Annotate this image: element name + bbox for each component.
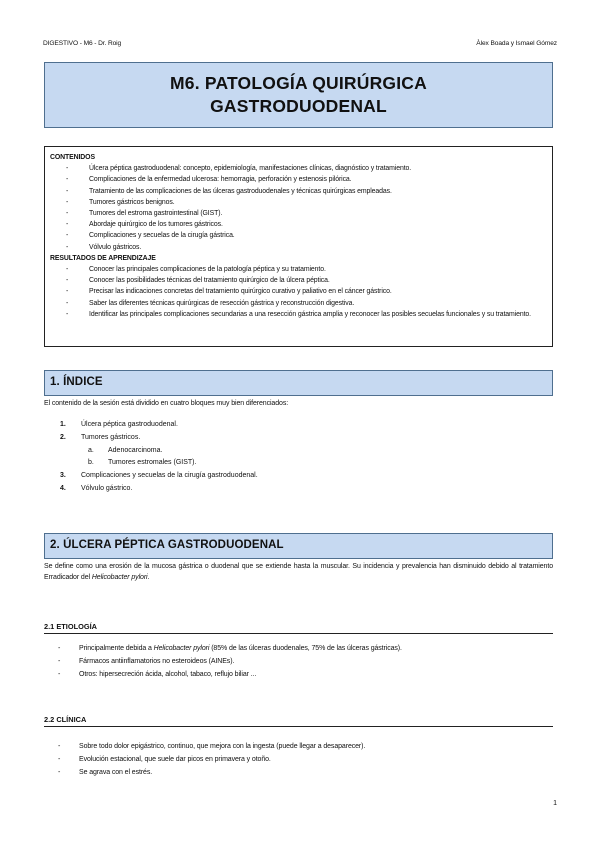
running-header-right: Àlex Boada y Ismael Gómez <box>476 40 557 47</box>
etiologia-list <box>58 642 402 682</box>
item-species: Helicobacter pylori <box>153 645 210 652</box>
contenidos-heading: CONTENIDOS <box>50 154 95 161</box>
ulcera-intro <box>44 561 553 584</box>
contents-box <box>44 146 553 347</box>
index-text: Vólvulo gástrico. <box>81 484 133 492</box>
list-item: - Complicaciones de la enfermedad ulcerosa: hemorragia, perforación y estenosis pilórica. <box>50 174 547 185</box>
page-number: 1 <box>553 800 557 807</box>
list-item: - Complicaciones y secuelas de la cirugía gástrica. <box>50 230 547 241</box>
section-heading-indice: 1. ÍNDICE <box>44 370 553 396</box>
index-item <box>60 483 258 496</box>
list-item: - Fármacos antiinflamatorios no esteroideos (AINEs). <box>58 655 402 668</box>
index-number: b. <box>88 459 94 467</box>
index-subitem <box>60 445 258 458</box>
indice-intro: El contenido de la sesión está dividido en cuatro bloques muy bien diferenciados: <box>44 400 289 407</box>
list-item: - Saber las diferentes técnicas quirúrgicas de resección gástrica y reconstrucción digestiva. <box>50 298 547 309</box>
index-item <box>60 470 258 483</box>
list-item: - Precisar las indicaciones concretas del tratamiento quirúrgico curativo y paliativo en el cáncer gástrico. <box>50 286 547 297</box>
list-item: - Identificar las principales complicaciones secundarias a una resección gástrica amplia y reconocer las posibles secuelas funcionales y su tratamiento. <box>50 309 547 320</box>
item-text: Principalmente debida a <box>79 645 154 652</box>
document-title-line1: M6. PATOLOGÍA QUIRÚRGICA <box>170 73 427 93</box>
index-number: a. <box>88 446 94 454</box>
list-item: - Evolución estacional, que suele dar picos en primavera y otoño. <box>58 753 365 766</box>
section-heading-ulcera: 2. ÚLCERA PÉPTICA GASTRODUODENAL <box>44 533 553 559</box>
index-list <box>60 419 258 496</box>
intro-text: Se define como una erosión de la mucosa gástrica o duodenal que se extiende hasta la muscular. Su incidencia y prevalencia han disminuido debido al tratamiento Erradicador del <box>44 563 553 582</box>
index-text: Tumores gástricos. <box>81 433 141 441</box>
list-item: - Abordaje quirúrgico de los tumores gástricos. <box>50 219 547 230</box>
contenidos-list <box>50 163 547 253</box>
list-item: - Otros: hipersecreción ácida, alcohol, tabaco, reflujo biliar ... <box>58 668 402 681</box>
index-number: 1. <box>60 421 66 428</box>
index-item <box>60 419 258 432</box>
list-item: - Vólvulo gástricos. <box>50 242 547 253</box>
list-item: - Tumores gástricos benignos. <box>50 197 547 208</box>
intro-end: . <box>147 574 150 582</box>
list-item: - Úlcera péptica gastroduodenal: concepto, epidemiología, manifestaciones clínicas, diagnóstico y tratamiento. <box>50 163 547 174</box>
list-item: - Tratamiento de las complicaciones de las úlceras gastroduodenales y técnicas quirúrgicas empleadas. <box>50 186 547 197</box>
list-item: - Conocer las principales complicaciones de la patología péptica y su tratamiento. <box>50 264 547 275</box>
index-text: Complicaciones y secuelas de la cirugía gastroduodenal. <box>81 472 258 480</box>
index-number: 3. <box>60 472 66 480</box>
resultados-list <box>50 264 547 320</box>
clinica-list <box>58 740 365 780</box>
intro-species: Helicobacter pylori <box>91 574 148 582</box>
list-item <box>58 642 402 655</box>
index-subitem <box>60 457 258 470</box>
index-item <box>60 432 258 445</box>
index-number: 4. <box>60 484 66 492</box>
list-item: - Sobre todo dolor epigástrico, continuo, que mejora con la ingesta (puede llegar a desaparecer). <box>58 740 365 753</box>
item-text-end: (85% de las úlceras duodenales, 75% de las úlceras gástricas). <box>209 645 402 652</box>
running-header-left: DIGESTIVO - M6 - Dr. Roig <box>43 40 122 47</box>
list-item: - Tumores del estroma gastrointestinal (GIST). <box>50 208 547 219</box>
document-title-line2: GASTRODUODENAL <box>210 96 387 116</box>
document-title-box <box>44 62 553 128</box>
index-number: 2. <box>60 433 66 441</box>
list-item: - Conocer las posibilidades técnicas del tratamiento quirúrgico de la úlcera péptica. <box>50 275 547 286</box>
subsection-heading-etiologia: 2.1 ETIOLOGÍA <box>44 622 553 634</box>
index-text: Tumores estromales (GIST). <box>108 459 197 467</box>
resultados-heading: RESULTADOS DE APRENDIZAJE <box>50 254 156 262</box>
index-text: Úlcera péptica gastroduodenal. <box>81 421 178 428</box>
list-item: - Se agrava con el estrés. <box>58 766 365 779</box>
subsection-heading-clinica: 2.2 CLÍNICA <box>44 715 553 727</box>
index-text: Adenocarcinoma. <box>108 446 163 454</box>
